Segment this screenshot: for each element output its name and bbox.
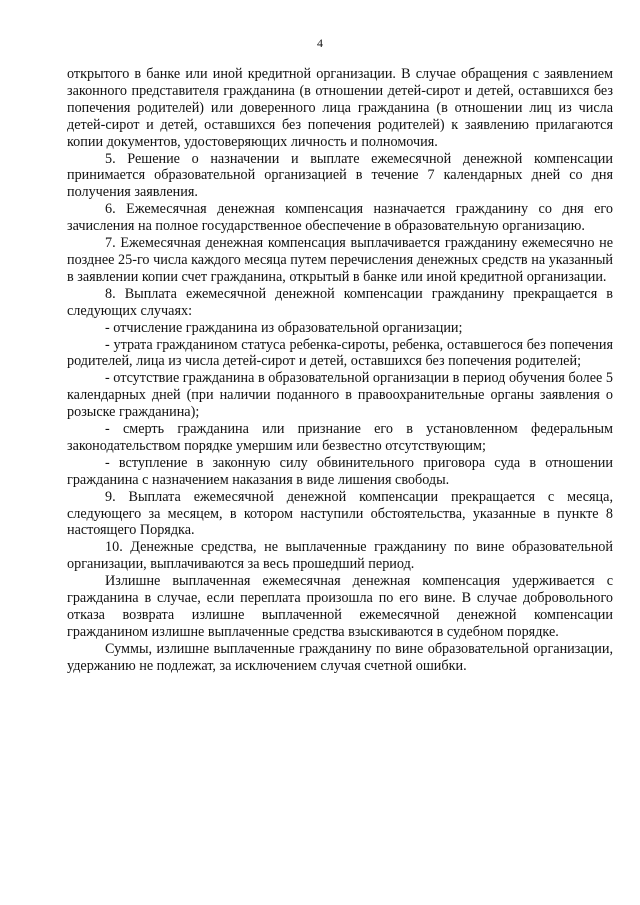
- paragraph-item-7: 7. Ежемесячная денежная компенсация выплачивается гражданину ежемесячно не позднее 25-го числа каждого месяца путем перечисления денежных средств на указанный в заявлении копии счет гражданина, открытый в банке или иной кредитной организации.: [67, 235, 613, 285]
- paragraph-continuation: открытого в банке или иной кредитной организации. В случае обращения с заявлением законного представителя гражданина (в отношении детей-сирот и детей, оставшихся без попечения родителей) или доверенного лица гражданина (в отношении лиц из числа детей-сирот и детей, оставшихся без попечения родителей) к заявлению прилагаются копии документов, удостоверяющих личность и полномочия.: [67, 66, 613, 150]
- list-item-death: - смерть гражданина или признание его в установленном федеральным законодательством порядке умершим или безвестно отсутствующим;: [67, 421, 613, 454]
- paragraph-item-10: 10. Денежные средства, не выплаченные гражданину по вине образовательной организации, выплачиваются за весь прошедший период.: [67, 539, 613, 573]
- list-item-conviction: - вступление в законную силу обвинительного приговора суда в отношении гражданина с назначением наказания в виде лишения свободы.: [67, 454, 613, 488]
- paragraph-item-8: 8. Выплата ежемесячной денежной компенсации гражданину прекращается в следующих случаях:: [67, 285, 613, 319]
- list-item-absence: - отсутствие гражданина в образовательной организации в период обучения более 5 календарных дней (при наличии поданного в правоохранительные органы заявления о розыске гражданина);: [67, 370, 613, 421]
- list-item-status-loss: - утрата гражданином статуса ребенка-сироты, ребенка, оставшегося без попечения родителей, лица из числа детей-сирот и детей, оставшихся без попечения родителей;: [67, 336, 613, 370]
- paragraph-item-5: 5. Решение о назначении и выплате ежемесячной денежной компенсации принимается образовательной организацией в течение 7 календарных дней со дня получения заявления.: [67, 150, 613, 201]
- paragraph-overpayment: Излишне выплаченная ежемесячная денежная компенсация удерживается с гражданина в случае, если переплата произошла по его вине. В случае добровольного отказа возврата излишне выплаченной ежемесячной денежной компенсации гражданином излишне выплаченные средства взыскиваются в судебном порядке.: [67, 573, 613, 640]
- document-body: [67, 66, 613, 675]
- paragraph-no-withholding: Суммы, излишне выплаченные гражданину по вине образовательной организации, удержанию не подлежат, за исключением случая счетной ошибки.: [67, 640, 613, 674]
- list-item-expulsion: - отчисление гражданина из образовательной организации;: [105, 319, 463, 336]
- paragraph-item-9: 9. Выплата ежемесячной денежной компенсации прекращается с месяца, следующего за месяцем, в котором наступили обстоятельства, указанные в пункте 8 настоящего Порядка.: [67, 488, 613, 539]
- page-number: 4: [317, 36, 323, 50]
- paragraph-item-6: 6. Ежемесячная денежная компенсация назначается гражданину со дня его зачисления на полное государственное обеспечение в образовательную организацию.: [67, 201, 613, 235]
